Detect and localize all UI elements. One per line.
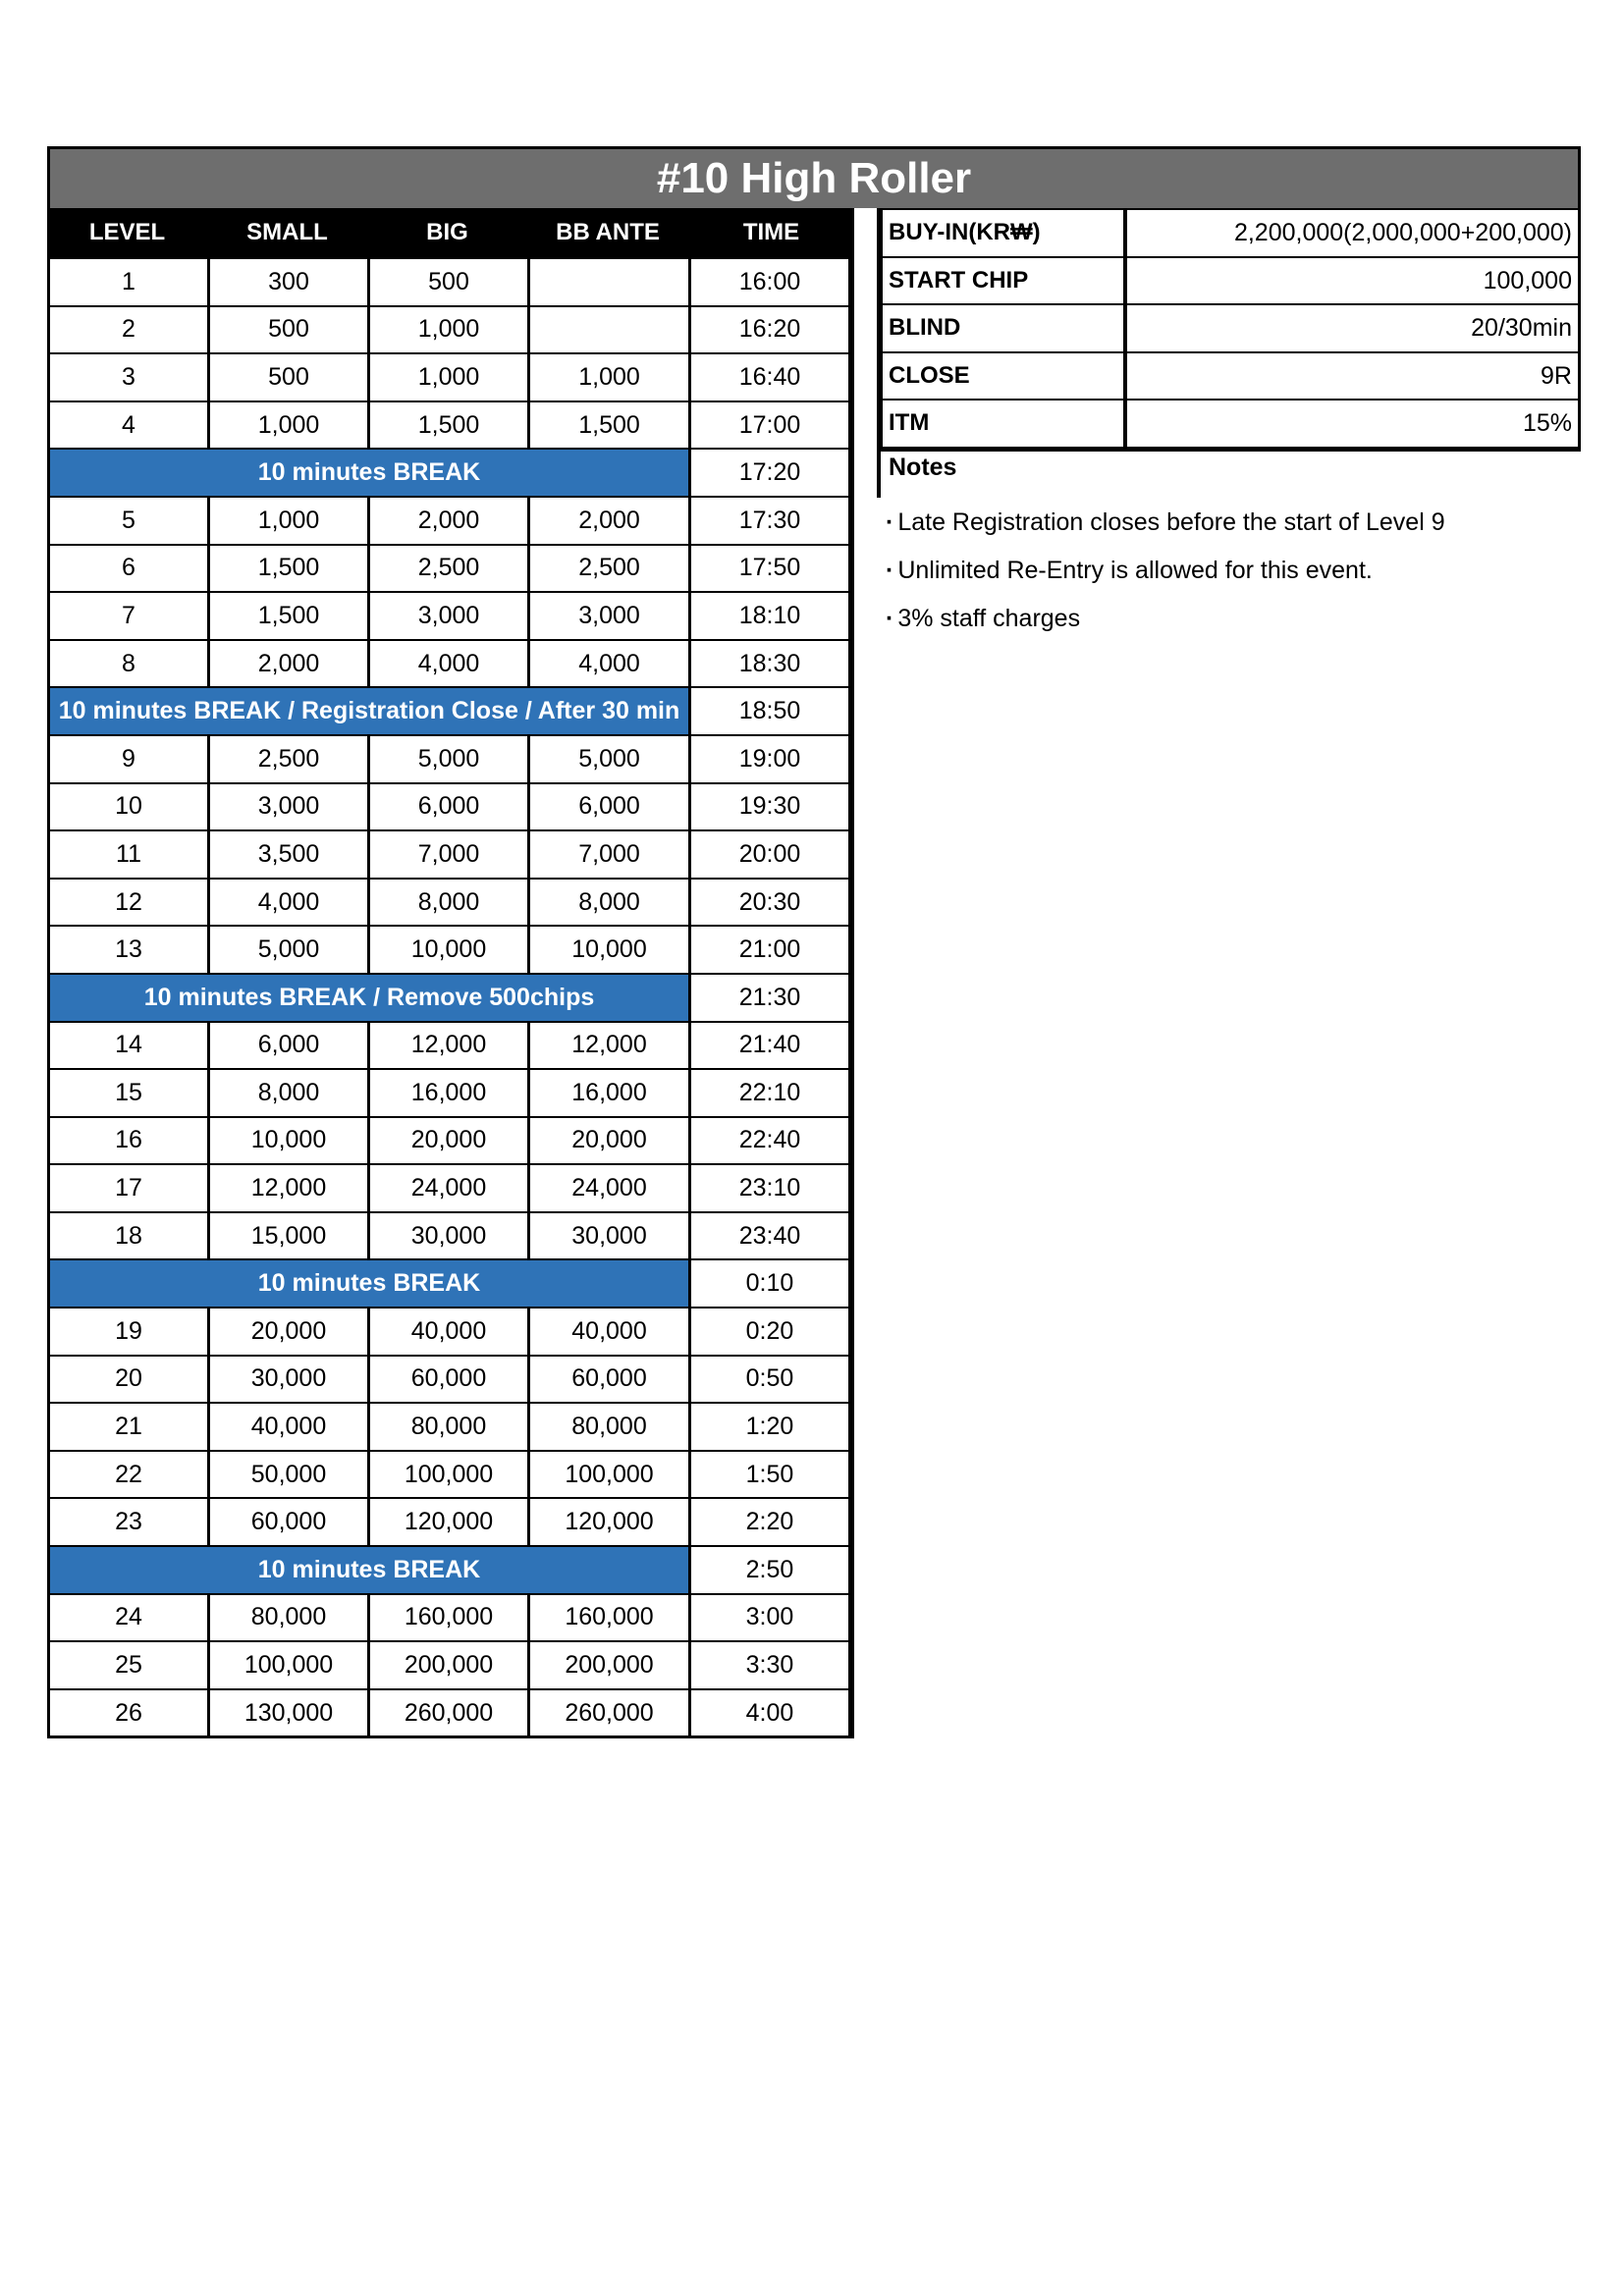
cell-time: 16:40 [691, 354, 848, 400]
cell-time: 4:00 [691, 1690, 848, 1736]
info-row [880, 400, 1578, 449]
cell-small-blind: 130,000 [210, 1690, 367, 1736]
cell-big-blind: 1,500 [370, 402, 527, 449]
cell-bb-ante: 1,000 [530, 354, 688, 400]
info-value: 9R [1127, 353, 1578, 400]
cell-time: 17:00 [691, 402, 848, 449]
level-row [50, 544, 851, 592]
cell-time: 18:30 [691, 641, 848, 687]
cell-small-blind: 4,000 [210, 880, 367, 926]
cell-small-blind: 15,000 [210, 1213, 367, 1259]
cell-small-blind: 3,000 [210, 784, 367, 830]
break-row [50, 448, 851, 496]
level-row [50, 1116, 851, 1164]
cell-small-blind: 60,000 [210, 1499, 367, 1545]
cell-level: 10 [50, 784, 207, 830]
cell-bb-ante: 10,000 [530, 927, 688, 973]
cell-time: 17:50 [691, 546, 848, 592]
cell-big-blind: 7,000 [370, 831, 527, 878]
cell-small-blind: 20,000 [210, 1308, 367, 1355]
level-row [50, 496, 851, 544]
cell-level: 9 [50, 736, 207, 782]
cell-small-blind: 500 [210, 354, 367, 400]
cell-time: 0:50 [691, 1357, 848, 1403]
cell-big-blind: 16,000 [370, 1070, 527, 1116]
schedule-header-row [47, 208, 854, 257]
cell-bb-ante: 40,000 [530, 1308, 688, 1355]
level-row [50, 878, 851, 926]
cell-bb-ante: 6,000 [530, 784, 688, 830]
cell-big-blind: 10,000 [370, 927, 527, 973]
note-item: · Unlimited Re-Entry is allowed for this event. [886, 551, 1445, 599]
cell-small-blind: 80,000 [210, 1595, 367, 1641]
info-row [880, 305, 1578, 353]
cell-time: 22:40 [691, 1118, 848, 1164]
cell-small-blind: 12,000 [210, 1165, 367, 1211]
cell-level: 3 [50, 354, 207, 400]
level-row [50, 782, 851, 830]
note-item: · 3% staff charges [886, 599, 1445, 647]
cell-big-blind: 6,000 [370, 784, 527, 830]
cell-time: 3:30 [691, 1642, 848, 1688]
event-info-table [877, 208, 1581, 452]
cell-small-blind: 8,000 [210, 1070, 367, 1116]
cell-small-blind: 1,000 [210, 498, 367, 544]
level-row [50, 1640, 851, 1688]
cell-time: 23:10 [691, 1165, 848, 1211]
cell-big-blind: 200,000 [370, 1642, 527, 1688]
cell-time: 20:00 [691, 831, 848, 878]
header-big: BIG [426, 219, 468, 245]
level-row [50, 1355, 851, 1403]
header-bb-ante: BB ANTE [556, 219, 660, 245]
cell-time: 22:10 [691, 1070, 848, 1116]
note-item: · Late Registration closes before the start of Level 9 [886, 503, 1445, 551]
cell-time: 19:30 [691, 784, 848, 830]
cell-bb-ante: 20,000 [530, 1118, 688, 1164]
break-time: 18:50 [691, 688, 848, 734]
cell-small-blind: 1,000 [210, 402, 367, 449]
cell-big-blind: 100,000 [370, 1452, 527, 1498]
cell-big-blind: 1,000 [370, 307, 527, 353]
cell-small-blind: 5,000 [210, 927, 367, 973]
cell-big-blind: 1,000 [370, 354, 527, 400]
cell-big-blind: 5,000 [370, 736, 527, 782]
cell-level: 12 [50, 880, 207, 926]
blind-schedule-table [47, 208, 854, 1738]
cell-big-blind: 160,000 [370, 1595, 527, 1641]
level-row [50, 591, 851, 639]
cell-bb-ante: 16,000 [530, 1070, 688, 1116]
cell-bb-ante: 5,000 [530, 736, 688, 782]
cell-time: 18:10 [691, 593, 848, 639]
cell-level: 13 [50, 927, 207, 973]
cell-bb-ante: 1,500 [530, 402, 688, 449]
level-row [50, 400, 851, 449]
break-label: 10 minutes BREAK [50, 450, 688, 496]
cell-big-blind: 24,000 [370, 1165, 527, 1211]
level-row [50, 925, 851, 973]
cell-level: 15 [50, 1070, 207, 1116]
cell-level: 20 [50, 1357, 207, 1403]
notes-divider [877, 449, 881, 498]
cell-big-blind: 2,000 [370, 498, 527, 544]
cell-small-blind: 500 [210, 307, 367, 353]
info-key: START CHIP [883, 258, 1123, 304]
cell-time: 0:20 [691, 1308, 848, 1355]
info-row [880, 210, 1578, 258]
cell-bb-ante: 2,000 [530, 498, 688, 544]
cell-level: 1 [50, 259, 207, 305]
cell-level: 11 [50, 831, 207, 878]
level-row [50, 257, 851, 305]
level-row [50, 1497, 851, 1545]
cell-level: 5 [50, 498, 207, 544]
cell-big-blind: 500 [370, 259, 527, 305]
cell-level: 18 [50, 1213, 207, 1259]
level-row [50, 1450, 851, 1498]
info-value: 2,200,000(2,000,000+200,000) [1127, 210, 1578, 256]
break-label: 10 minutes BREAK [50, 1547, 688, 1593]
cell-time: 16:20 [691, 307, 848, 353]
cell-big-blind: 80,000 [370, 1404, 527, 1450]
cell-small-blind: 2,000 [210, 641, 367, 687]
cell-bb-ante: 24,000 [530, 1165, 688, 1211]
cell-big-blind: 3,000 [370, 593, 527, 639]
cell-time: 1:50 [691, 1452, 848, 1498]
cell-bb-ante: 3,000 [530, 593, 688, 639]
cell-level: 23 [50, 1499, 207, 1545]
break-row [50, 1545, 851, 1593]
cell-bb-ante: 80,000 [530, 1404, 688, 1450]
cell-time: 23:40 [691, 1213, 848, 1259]
cell-small-blind: 50,000 [210, 1452, 367, 1498]
cell-level: 4 [50, 402, 207, 449]
cell-bb-ante [530, 307, 688, 353]
event-title: #10 High Roller [47, 146, 1581, 208]
cell-big-blind: 120,000 [370, 1499, 527, 1545]
cell-level: 22 [50, 1452, 207, 1498]
cell-level: 26 [50, 1690, 207, 1736]
cell-time: 20:30 [691, 880, 848, 926]
cell-small-blind: 1,500 [210, 546, 367, 592]
cell-small-blind: 300 [210, 259, 367, 305]
level-row [50, 1402, 851, 1450]
break-label: 10 minutes BREAK / Remove 500chips [50, 975, 688, 1021]
cell-level: 17 [50, 1165, 207, 1211]
break-row [50, 973, 851, 1021]
cell-time: 3:00 [691, 1595, 848, 1641]
level-row [50, 1307, 851, 1355]
schedule-body [47, 257, 854, 1738]
cell-level: 19 [50, 1308, 207, 1355]
cell-bb-ante: 2,500 [530, 546, 688, 592]
notes-title: Notes [889, 454, 957, 481]
header-level: LEVEL [88, 219, 166, 245]
break-label: 10 minutes BREAK / Registration Close / After 30 min [50, 688, 688, 734]
cell-level: 16 [50, 1118, 207, 1164]
cell-bb-ante: 200,000 [530, 1642, 688, 1688]
cell-level: 6 [50, 546, 207, 592]
cell-bb-ante: 60,000 [530, 1357, 688, 1403]
cell-time: 21:00 [691, 927, 848, 973]
cell-small-blind: 10,000 [210, 1118, 367, 1164]
cell-time: 16:00 [691, 259, 848, 305]
level-row [50, 1688, 851, 1736]
cell-small-blind: 6,000 [210, 1023, 367, 1069]
cell-bb-ante: 8,000 [530, 880, 688, 926]
cell-bb-ante [530, 259, 688, 305]
cell-time: 1:20 [691, 1404, 848, 1450]
cell-big-blind: 4,000 [370, 641, 527, 687]
level-row [50, 639, 851, 687]
cell-level: 21 [50, 1404, 207, 1450]
level-row [50, 1211, 851, 1259]
cell-bb-ante: 7,000 [530, 831, 688, 878]
cell-small-blind: 30,000 [210, 1357, 367, 1403]
cell-small-blind: 1,500 [210, 593, 367, 639]
cell-big-blind: 60,000 [370, 1357, 527, 1403]
cell-bb-ante: 160,000 [530, 1595, 688, 1641]
info-value: 100,000 [1127, 258, 1578, 304]
info-key: BLIND [883, 305, 1123, 351]
info-key: ITM [883, 400, 1123, 447]
notes-list [886, 503, 1445, 647]
level-row [50, 829, 851, 878]
level-row [50, 734, 851, 782]
cell-time: 19:00 [691, 736, 848, 782]
level-row [50, 352, 851, 400]
cell-big-blind: 20,000 [370, 1118, 527, 1164]
cell-small-blind: 2,500 [210, 736, 367, 782]
level-row [50, 305, 851, 353]
info-row [880, 258, 1578, 306]
info-value: 20/30min [1127, 305, 1578, 351]
cell-level: 25 [50, 1642, 207, 1688]
break-time: 21:30 [691, 975, 848, 1021]
cell-big-blind: 8,000 [370, 880, 527, 926]
cell-bb-ante: 12,000 [530, 1023, 688, 1069]
cell-level: 7 [50, 593, 207, 639]
level-row [50, 1163, 851, 1211]
level-row [50, 1593, 851, 1641]
cell-small-blind: 40,000 [210, 1404, 367, 1450]
cell-bb-ante: 30,000 [530, 1213, 688, 1259]
info-key: CLOSE [883, 353, 1123, 400]
cell-big-blind: 2,500 [370, 546, 527, 592]
cell-bb-ante: 4,000 [530, 641, 688, 687]
cell-level: 2 [50, 307, 207, 353]
cell-big-blind: 40,000 [370, 1308, 527, 1355]
break-label: 10 minutes BREAK [50, 1260, 688, 1307]
level-row [50, 1068, 851, 1116]
cell-time: 21:40 [691, 1023, 848, 1069]
break-row [50, 686, 851, 734]
break-time: 2:50 [691, 1547, 848, 1593]
cell-big-blind: 12,000 [370, 1023, 527, 1069]
info-key: BUY-IN(KR₩) [883, 210, 1123, 256]
header-time: TIME [742, 219, 800, 245]
cell-small-blind: 100,000 [210, 1642, 367, 1688]
break-time: 17:20 [691, 450, 848, 496]
cell-level: 24 [50, 1595, 207, 1641]
header-small: SMALL [246, 219, 328, 245]
cell-big-blind: 30,000 [370, 1213, 527, 1259]
cell-level: 8 [50, 641, 207, 687]
cell-time: 2:20 [691, 1499, 848, 1545]
level-row [50, 1021, 851, 1069]
info-value: 15% [1127, 400, 1578, 447]
cell-bb-ante: 260,000 [530, 1690, 688, 1736]
cell-small-blind: 3,500 [210, 831, 367, 878]
cell-time: 17:30 [691, 498, 848, 544]
cell-bb-ante: 100,000 [530, 1452, 688, 1498]
cell-level: 14 [50, 1023, 207, 1069]
cell-bb-ante: 120,000 [530, 1499, 688, 1545]
info-row [880, 353, 1578, 401]
break-time: 0:10 [691, 1260, 848, 1307]
break-row [50, 1258, 851, 1307]
cell-big-blind: 260,000 [370, 1690, 527, 1736]
